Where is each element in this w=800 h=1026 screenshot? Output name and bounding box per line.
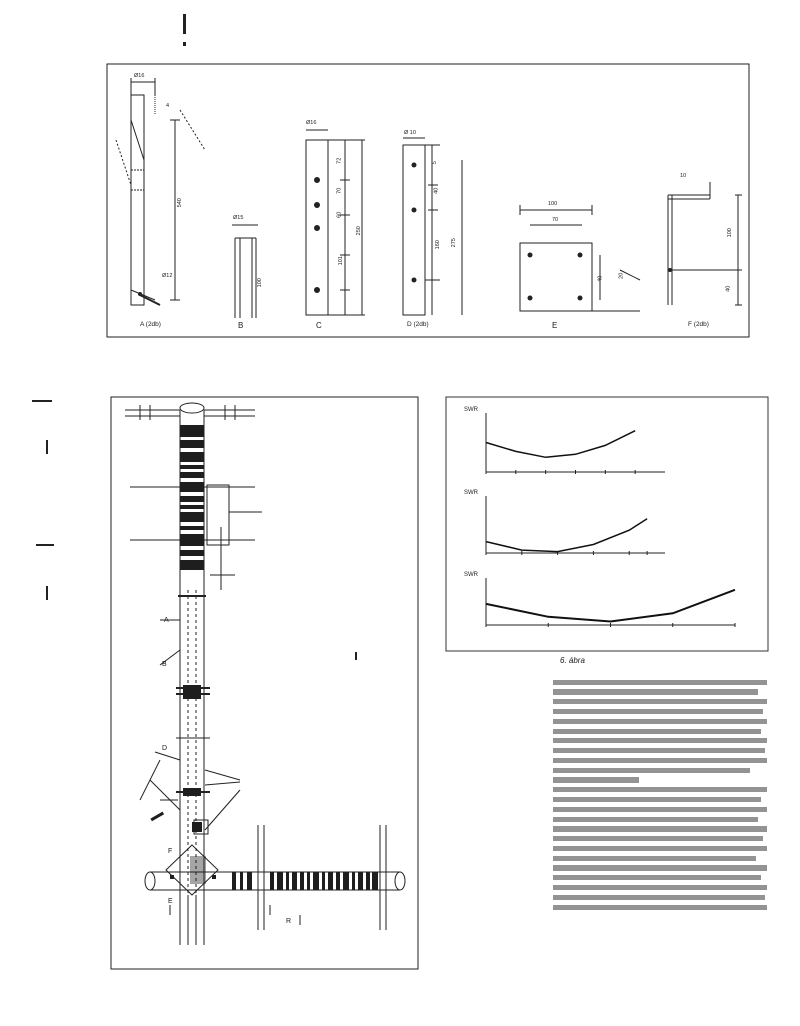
panel-c-label: C [316, 321, 322, 330]
swr-curve [486, 431, 635, 458]
dim-d-2: 40 [433, 187, 440, 194]
figure-6-caption: 6. ábra [560, 656, 585, 665]
dim-a-height: 540 [176, 198, 183, 208]
dim-e-w1: 100 [548, 201, 558, 207]
label-e: E [168, 898, 173, 905]
dim-b-top: Ø15 [233, 215, 244, 221]
label-b: B [162, 661, 167, 668]
swr-curve [486, 519, 647, 552]
dim-e-w2: 70 [552, 217, 559, 223]
dim-e-h2: 20 [618, 272, 625, 279]
figure-6-frame [446, 397, 768, 651]
y-axis-label: SWR [464, 572, 478, 578]
dim-a-bottom: Ø12 [162, 273, 173, 279]
panel-d-label: D (2db) [407, 321, 429, 328]
panel-f-label: F (2db) [688, 321, 709, 328]
article-text-block [553, 675, 767, 914]
dim-c-top: Ø16 [306, 120, 317, 126]
panel-a-label: A (2db) [140, 321, 161, 328]
dim-c-total: 250 [355, 226, 362, 236]
dim-a-top: Ø16 [134, 73, 145, 79]
label-f: F [168, 848, 173, 855]
dim-d-3: 160 [434, 240, 441, 250]
panel-b-label: B [238, 321, 244, 330]
dim-a-side: 4 [166, 103, 170, 109]
dim-f-h2: 40 [725, 285, 732, 292]
label-d: D [162, 745, 168, 752]
y-axis-label: SWR [464, 490, 478, 496]
dim-c-3: 60 [336, 211, 343, 218]
dim-b-height: 100 [256, 278, 263, 288]
panel-e-label: E [552, 321, 558, 330]
dim-d-1: 5 [431, 161, 438, 165]
dim-d-top: Ø 10 [404, 130, 416, 136]
dim-c-2: 70 [336, 187, 343, 194]
dim-c-1: 72 [336, 157, 343, 164]
dim-c-4: 101 [337, 256, 344, 266]
dim-f-top: 10 [680, 173, 687, 179]
swr-curve [486, 590, 735, 622]
label-a: A [164, 617, 169, 624]
dim-f-h1: 100 [726, 228, 733, 238]
dim-e-h1: 40 [597, 275, 604, 282]
y-axis-label: SWR [464, 407, 478, 413]
dim-d-total: 275 [450, 238, 457, 248]
label-r: R [286, 918, 292, 925]
